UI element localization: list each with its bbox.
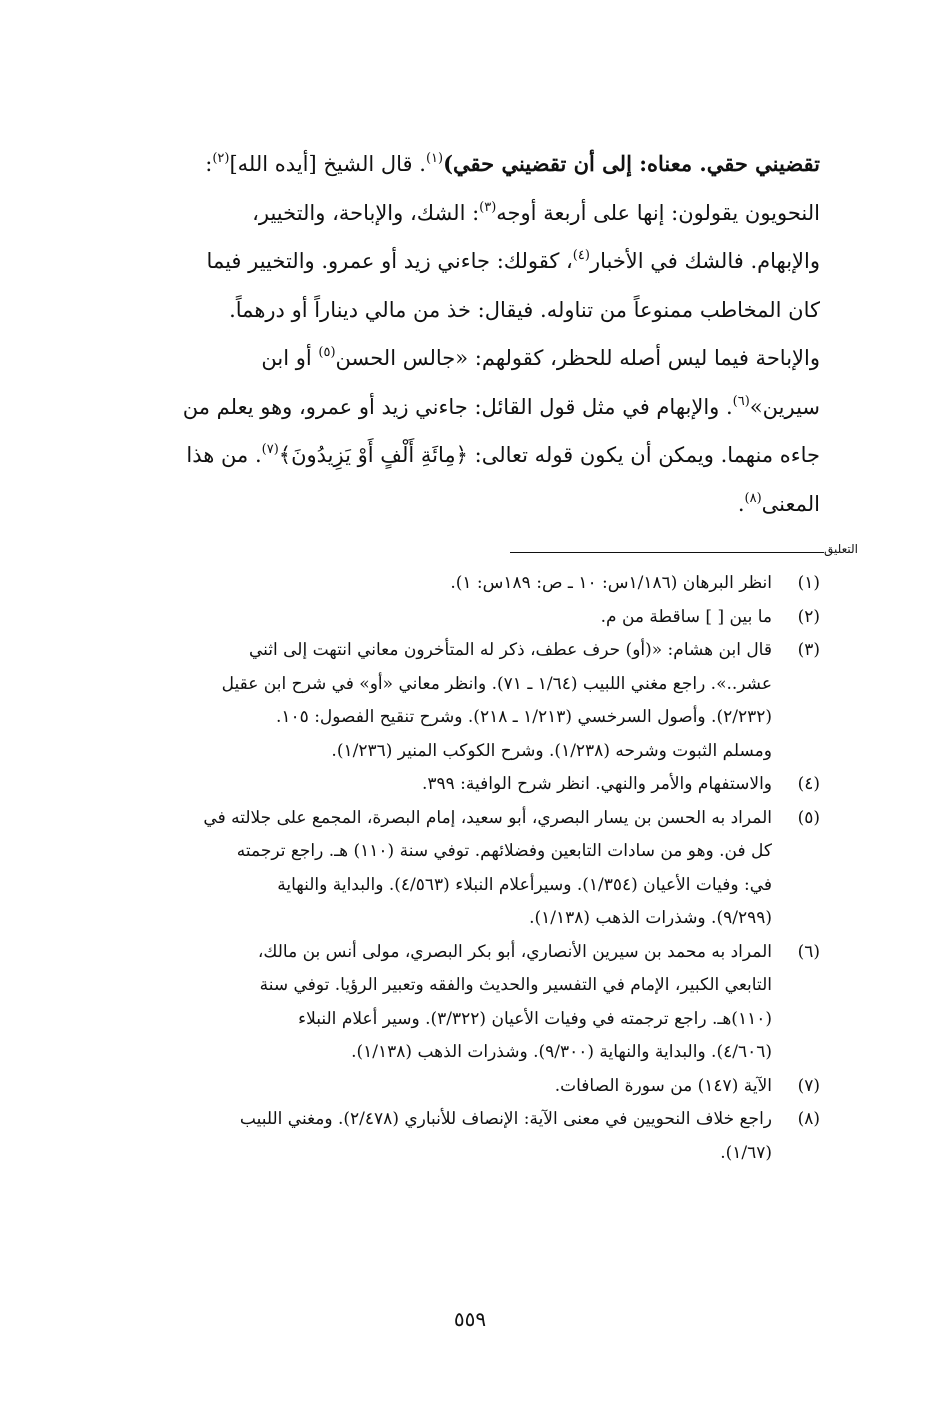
text-run: كان المخاطب ممنوعاً من تناوله. فيقال: خذ من مالي ديناراً أو درهماً. <box>229 297 820 322</box>
text-run: والإباحة فيما ليس أصله للحظر، كقولهم: «جالس الحسن <box>335 346 820 370</box>
text-run: أو ابن <box>261 346 319 370</box>
body-line <box>108 237 820 286</box>
footnotes-heading: التعليق <box>823 542 858 556</box>
bold-text-run: تقضيني حقي. معناه: إلى أن تقضيني حقي) <box>443 151 820 176</box>
footnote-item <box>108 802 820 936</box>
footnote-line: (٩/٢٩٩). وشذرات الذهب (١/١٣٨). <box>529 908 772 928</box>
footnote-text <box>108 567 772 601</box>
text-run: النحويون يقولون: إنها على أربعة أوجه <box>496 200 820 225</box>
footnote-line: (١/٦٧). <box>720 1142 772 1163</box>
footnote-separator <box>508 541 858 561</box>
footnote-line: قال ابن هشام: «(أو) حرف عطف، ذكر له المتأخرون معاني انتهت إلى اثني <box>248 640 772 660</box>
footnote-line: المراد به محمد بن سيرين الأنصاري، أبو بكر البصري، مولى أنس بن مالك، <box>257 941 772 962</box>
text-run: ، كقولك: جاءني زيد أو عمرو. والتخيير فيما <box>206 249 573 273</box>
footnote-item <box>108 634 820 768</box>
body-line <box>108 286 820 335</box>
separator-rule <box>510 552 824 553</box>
footnote-line: (٢/٢٣٢). وأصول السرخسي (١/٢١٣ ـ ٢١٨). وشرح تنقيح الفصول: ١٠٥. <box>275 707 772 727</box>
footnote-line: (٤/٦٠٦). والبداية والنهاية (٩/٣٠٠). وشذرات الذهب (١/١٣٨). <box>351 1042 772 1062</box>
footnote-line: المراد به الحسن بن يسار البصري، أبو سعيد، إمام البصرة، المجمع على جلالته في <box>203 807 772 828</box>
footnotes-section <box>108 567 820 1170</box>
body-line <box>108 140 820 189</box>
footnote-item <box>108 567 820 601</box>
footnote-number: (٣) <box>797 640 820 660</box>
footnote-number: (٢) <box>797 606 820 627</box>
footnote-text <box>108 802 772 936</box>
footnote-ref: (٢) <box>212 151 230 166</box>
footnote-ref: (٨) <box>744 490 762 506</box>
footnote-ref: (٦) <box>732 393 750 409</box>
footnote-text <box>108 1070 772 1104</box>
footnote-number: (٥) <box>797 807 820 828</box>
text-run: سيرين» <box>749 394 820 419</box>
text-run: . قال الشيخ [أيده الله] <box>229 152 426 176</box>
footnote-item <box>108 936 820 1070</box>
footnote-item <box>108 768 820 802</box>
footnote-number: (٧) <box>797 1075 820 1096</box>
footnote-line: التابعي الكبير، الإمام في التفسير والحديث والفقه وتعبير الرؤيا. توفي سنة <box>259 975 772 995</box>
main-body-text <box>108 140 820 528</box>
footnote-line: انظر البرهان (١/١٨٦س: ١٠ ـ ص: ١٨٩س: ١). <box>450 573 772 593</box>
footnote-number: (١) <box>797 573 820 593</box>
footnote-ref: (٥) <box>318 345 336 360</box>
text-run: : <box>205 152 213 176</box>
footnote-line: الآية (١٤٧) من سورة الصافات. <box>554 1075 772 1096</box>
footnote-text <box>108 936 772 1070</box>
body-line <box>108 480 820 529</box>
footnote-text <box>108 1103 772 1170</box>
body-line <box>108 431 820 480</box>
body-line <box>108 334 820 383</box>
footnote-text <box>108 768 772 802</box>
footnote-ref: (٣) <box>479 199 497 215</box>
footnote-line: عشر..». راجع مغني اللبيب (١/٦٤ ـ ٧١). وانظر معاني «أو» في شرح ابن عقيل <box>221 673 772 694</box>
footnote-item <box>108 1070 820 1104</box>
footnote-item <box>108 1103 820 1170</box>
footnote-line: كل فن. وهو من سادات التابعين وفضلائهم. توفي سنة (١١٠) هـ. راجع ترجمته <box>236 841 772 861</box>
footnote-line: والاستفهام والأمر والنهي. انظر شرح الوافية: ٣٩٩. <box>421 774 772 794</box>
footnote-number: (٦) <box>797 941 820 962</box>
text-run: جاءه منهما. ويمكن أن يكون قوله تعالى: ﴿مِائَةِ أَلْفٍ أَوْ يَزِيدُونَ﴾ <box>278 443 820 467</box>
footnote-item <box>108 601 820 635</box>
footnote-ref: (١) <box>425 151 444 166</box>
page-number: ٥٥٩ <box>453 1307 487 1331</box>
footnote-line: (١١٠)هـ. راجع ترجمته في وفيات الأعيان (٣/٣٢٢). وسير أعلام النبلاء <box>298 1008 772 1029</box>
text-run: . من هذا <box>186 443 262 467</box>
footnote-number: (٤) <box>797 774 820 794</box>
body-line <box>108 383 820 432</box>
text-run: . والإبهام في مثل قول القائل: جاءني زيد أو عمرو، وهو يعلم من <box>182 394 733 419</box>
footnote-line: ما بين [ ] ساقطة من م. <box>600 606 772 627</box>
text-run: : الشك، والإباحة، والتخيير، <box>252 200 480 225</box>
footnote-text <box>108 601 772 635</box>
body-line <box>108 189 820 238</box>
footnote-number: (٨) <box>797 1109 820 1129</box>
footnote-line: راجع خلاف النحويين في معنى الآية: الإنصاف للأنباري (٢/٤٧٨). ومغني اللبيب <box>239 1109 772 1129</box>
text-run: المعنى <box>761 491 820 516</box>
footnote-ref: (٤) <box>572 248 590 263</box>
footnote-line: ومسلم الثبوت وشرحه (١/٢٣٨). وشرح الكوكب المنير (١/٢٣٦). <box>331 740 772 761</box>
text-run: والإبهام. فالشك في الأخبار <box>589 249 820 273</box>
footnote-text <box>108 634 772 768</box>
footnote-ref: (٧) <box>261 442 279 457</box>
footnote-line: في: وفيات الأعيان (١/٣٥٤). وسيرأعلام النبلاء (٤/٥٦٣). والبداية والنهاية <box>277 874 772 895</box>
text-run: . <box>737 491 745 516</box>
